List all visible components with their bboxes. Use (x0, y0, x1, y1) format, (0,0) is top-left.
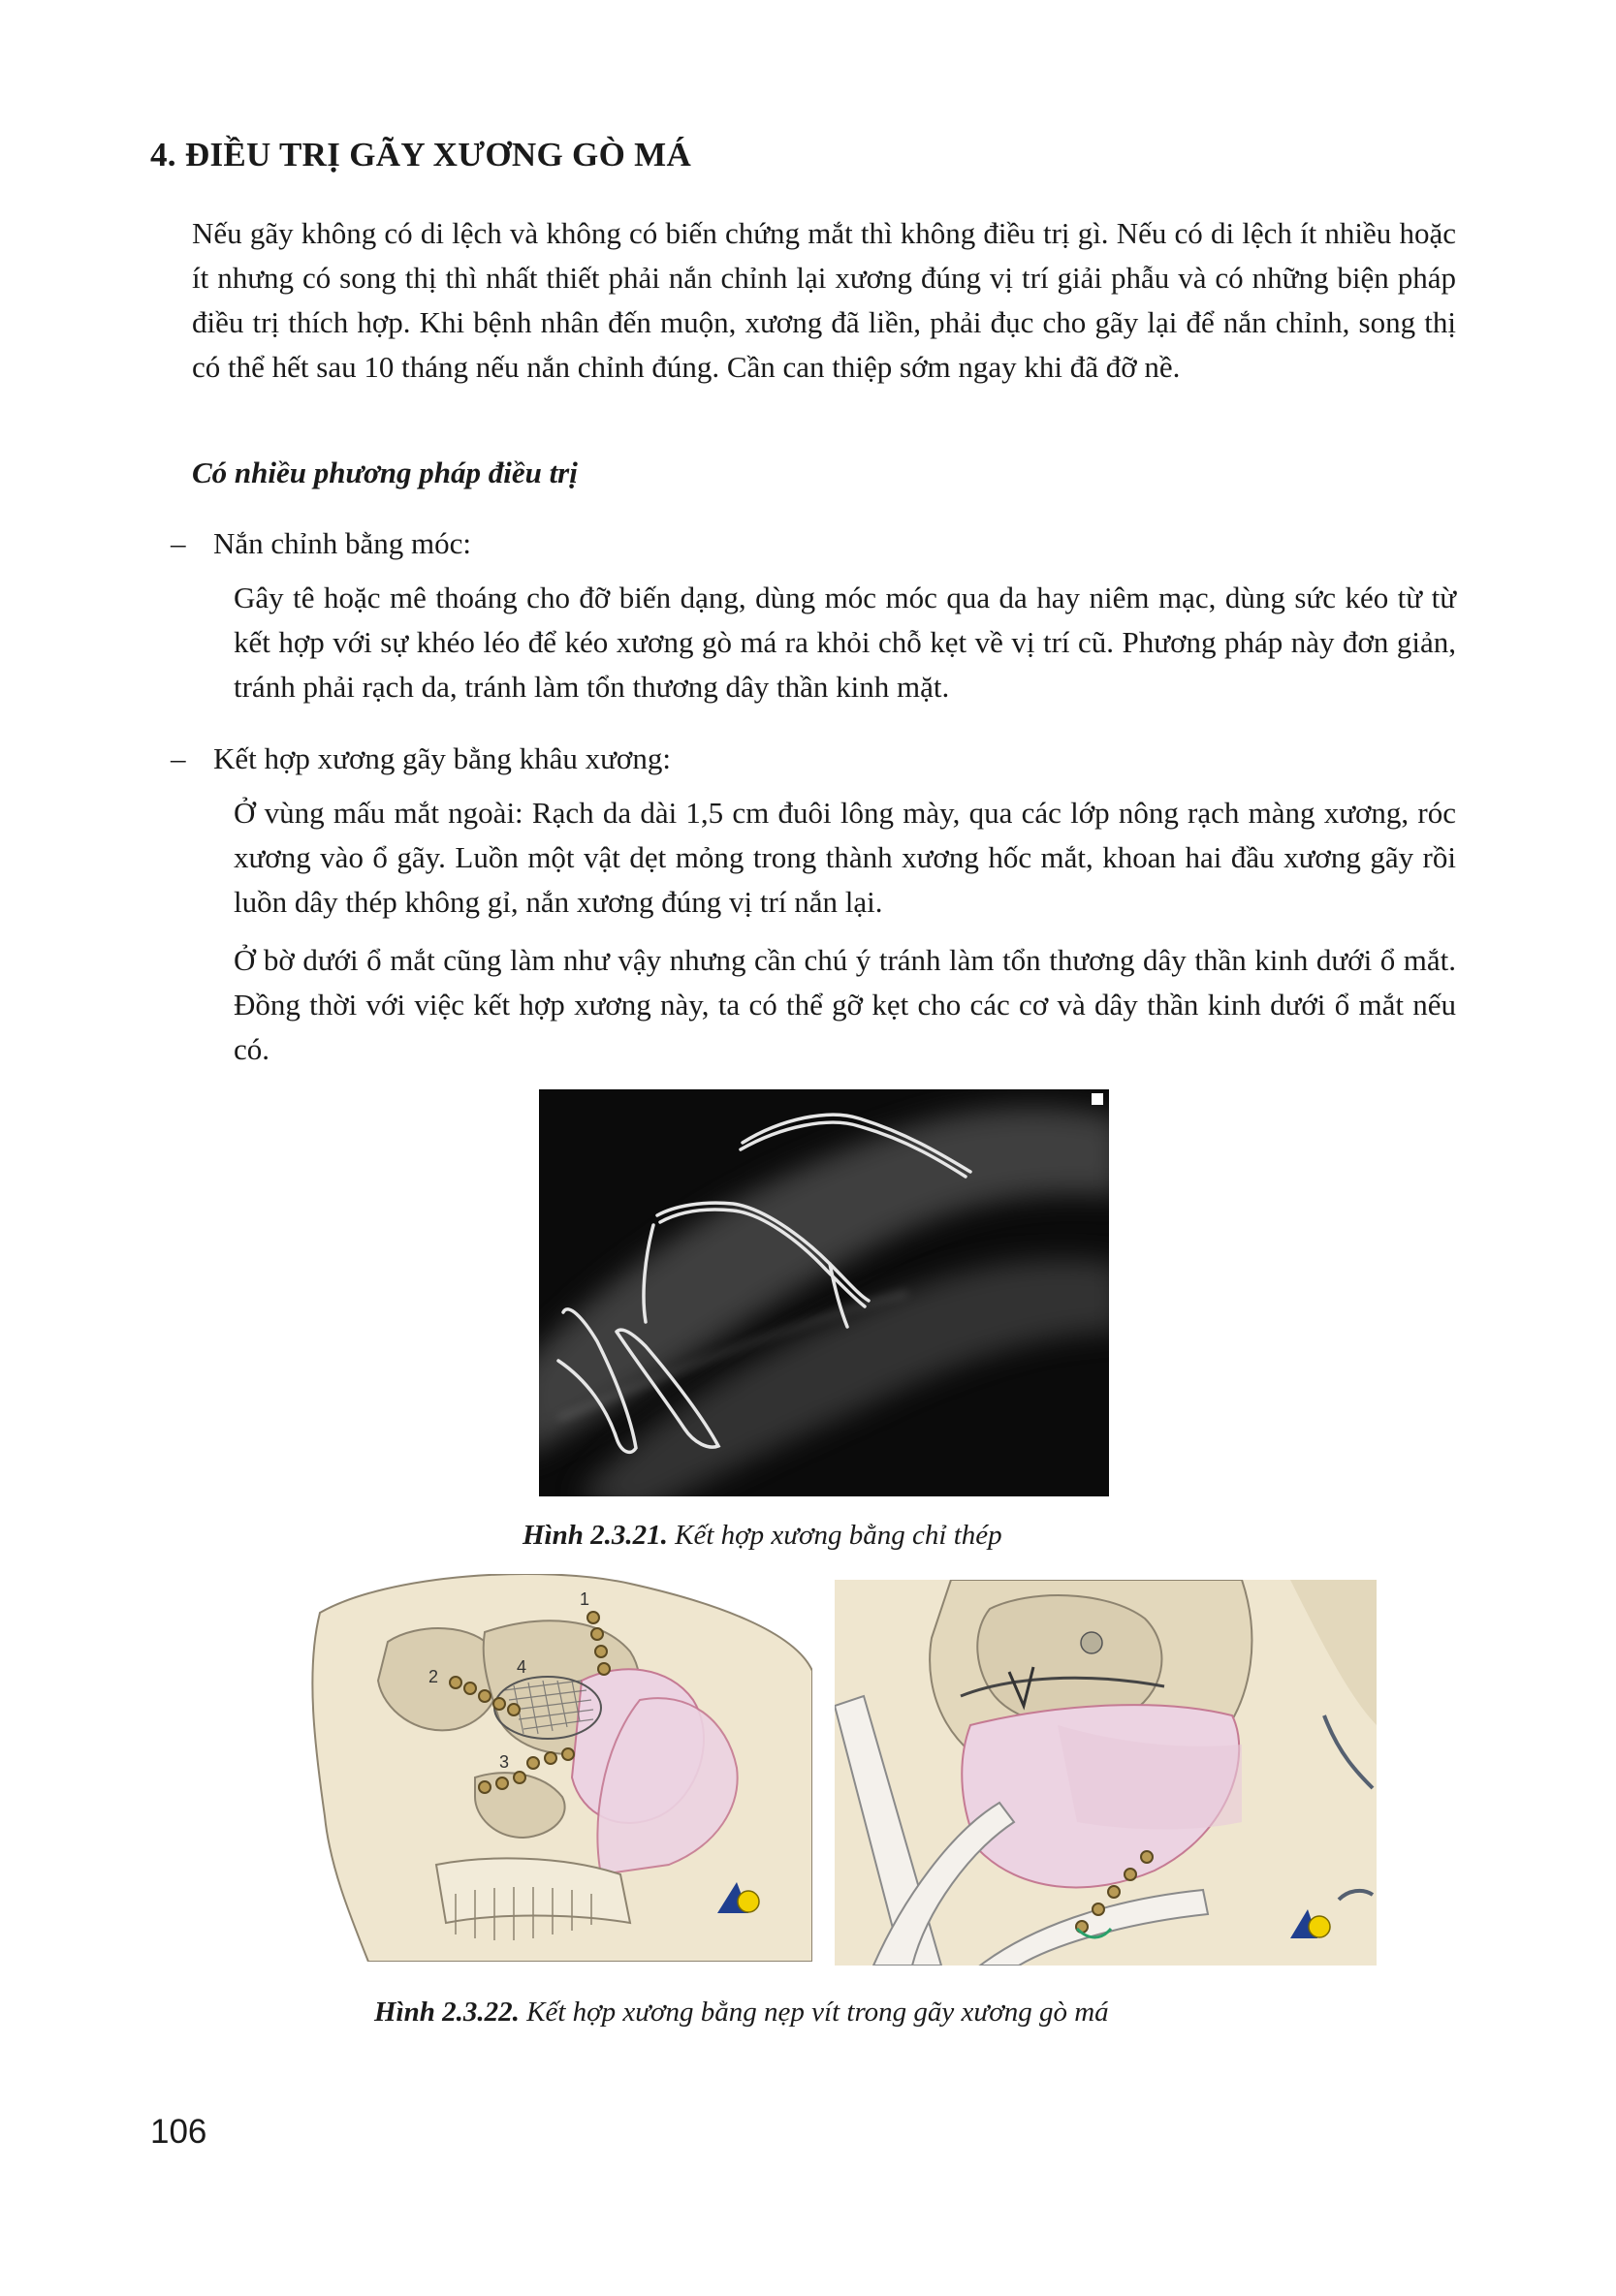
bullet-dash: – (171, 741, 186, 775)
method-2-paragraph-1: Ở vùng mấu mắt ngoài: Rạch da dài 1,5 cm đuôi lông mày, qua các lớp nông rạch màng xương, róc xương vào ổ gãy. Luồn một vật dẹt mỏng trong thành xương hốc mắt, khoan hai đầu xương gãy rồi luồn dây thép không gỉ, nắn xương đúng vị trí nắn lại. (234, 796, 1456, 919)
plate-label-2: 2 (428, 1667, 439, 1686)
figure-2-3-21-caption (523, 1520, 1002, 1552)
figure-caption-text: Kết hợp xương bằng nẹp vít trong gãy xương gò má (519, 1997, 1109, 2028)
method-1-title (171, 521, 471, 566)
method-2-title-text: Kết hợp xương gãy bằng khâu xương: (213, 741, 671, 775)
figure-caption-text: Kết hợp xương bằng chỉ thép (667, 1520, 1002, 1551)
figure-number: Hình 2.3.22. (374, 1997, 520, 2028)
plate-label-3: 3 (499, 1752, 510, 1772)
bullet-dash: – (171, 526, 186, 560)
method-1-paragraph: Gây tê hoặc mê thoáng cho đỡ biến dạng, dùng móc móc qua da hay niêm mạc, dùng sức kéo từ từ kết hợp với sự khéo léo để kéo xương gò má ra khỏi chỗ kẹt về vị trí cũ. Phương pháp này đơn giản, tránh phải rạch da, tránh làm tổn thương dây thần kinh mặt. (234, 581, 1456, 704)
method-2-paragraph-2: Ở bờ dưới ổ mắt cũng làm như vậy nhưng cần chú ý tránh làm tổn thương dây thần kinh dưới ổ mắt. Đồng thời với việc kết hợp xương này, ta có thể gỡ kẹt cho các cơ và dây thần kinh dưới ổ mắt nếu có. (234, 943, 1456, 1066)
figure-number: Hình 2.3.21. (523, 1520, 668, 1551)
intro-paragraph: Nếu gãy không có di lệch và không có biến chứng mắt thì không điều trị gì. Nếu có di lệch ít nhiều hoặc ít nhưng có song thị thì nhất thiết phải nắn chỉnh lại xương đúng vị trí giải phẫu và có những biện pháp điều trị thích hợp. Khi bệnh nhân đến muộn, xương đã liền, phải đục cho gãy lại để nắn chỉnh, song thị có thể hết sau 10 tháng nếu nắn chỉnh đúng. Cần can thiệp sớm ngay khi đã đỡ nề. (192, 216, 1456, 384)
method-1-title-text: Nắn chỉnh bằng móc: (213, 526, 472, 560)
skull-drawing (310, 1574, 812, 1962)
method-2-title (171, 737, 671, 781)
operative-drawing (835, 1580, 1377, 1966)
operative-illustration (835, 1580, 1377, 1966)
methods-subheading: Có nhiều phương pháp điều trị (192, 456, 578, 489)
plate-label-1: 1 (580, 1589, 590, 1609)
xray-image (539, 1089, 1109, 1496)
page-number: 106 (150, 2113, 207, 2151)
skull-illustration (310, 1574, 812, 1962)
xray-figure (539, 1089, 1109, 1496)
section-heading: 4. ĐIỀU TRỊ GÃY XƯƠNG GÒ MÁ (150, 136, 692, 173)
figure-2-3-22-caption (374, 1997, 1109, 2029)
plate-label-4: 4 (517, 1657, 527, 1677)
